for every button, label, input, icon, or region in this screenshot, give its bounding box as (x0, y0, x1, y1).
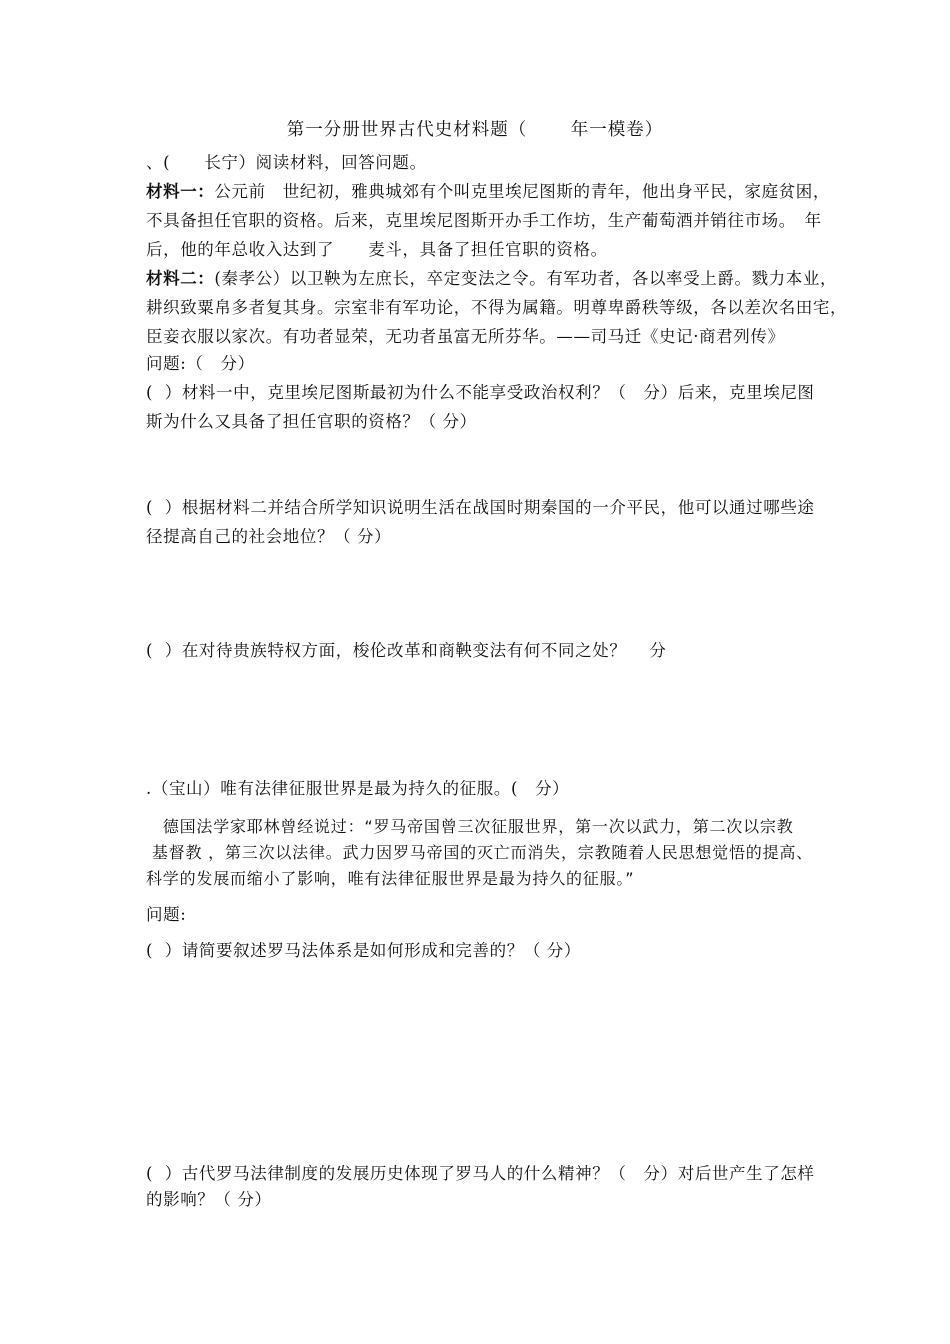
document-title: 第一分册世界古代史材料题（ 年一模卷） (286, 120, 664, 140)
question-2-sub-2-line-2: 的影响？（ 分） (146, 1190, 272, 1209)
question-2-questions-label: 问题: (146, 905, 187, 924)
material-1-line-2: 不具备担任官职的资格。后来，克里埃尼图斯开办手工作坊，生产葡萄酒并销往市场。 年 (146, 211, 822, 230)
question-2-sub-2-line-1: ( ）古代罗马法律制度的发展历史体现了罗马人的什么精神？（ 分）对后世产生了怎样 (146, 1164, 815, 1183)
material-1-line-3: 后，他的年总收入达到了 麦斗，具备了担任官职的资格。 (146, 240, 608, 259)
question-2-heading: .（宝山）唯有法律征服世界是最为持久的征服。( 分） (146, 779, 570, 798)
question-1-questions-label: 问题:（ 分） (146, 354, 255, 373)
question-1-heading: 、( 长宁）阅读材料，回答问题。 (146, 153, 427, 172)
material-2-line-3: 臣妾衣服以家次。有功者显荣，无功者虽富无所芬华。——司马迁《史记·商君列传》 (146, 327, 785, 346)
question-2-sub-1: ( ）请简要叙述罗马法体系是如何形成和完善的？（ 分） (146, 941, 581, 960)
material-1-line-1 (146, 181, 830, 203)
material-2-label: 材料二： (146, 269, 215, 288)
material-2-text: (秦孝公）以卫鞅为左庶长，卒定变法之令。有军功者，各以率受上爵。戮力本业， (214, 269, 838, 288)
material-1-label: 材料一： (146, 182, 215, 201)
quote-line-2: 基督教 ，第三次以法律。武力因罗马帝国的灭亡而消失，宗教随着人民思想觉悟的提高、 (146, 843, 813, 862)
material-2-line-1 (146, 268, 837, 290)
material-2-line-2: 耕织致粟帛多者复其身。宗室非有军功论，不得为属籍。明尊卑爵秩等级，各以差次名田宅， (146, 298, 848, 317)
quote-line-3: 科学的发展而缩小了影响，唯有法律征服世界是最为持久的征服。” (146, 869, 635, 888)
question-1-sub-2-line-2: 径提高自己的社会地位？（ 分） (146, 527, 392, 546)
quote-line-1: 德国法学家耶林曾经说过：“罗马帝国曾三次征服世界，第一次以武力，第二次以宗教 (146, 817, 794, 836)
question-1-sub-1-line-2: 斯为什么又具备了担任官职的资格？（ 分） (146, 412, 477, 431)
material-1-text: 公元前 世纪初，雅典城郊有个叫克里埃尼图斯的青年，他出身平民，家庭贫困， (214, 182, 831, 201)
question-1-sub-1-line-1: ( ）材料一中，克里埃尼图斯最初为什么不能享受政治权利？（ 分）后来，克里埃尼图 (146, 383, 815, 402)
question-1-sub-2-line-1: ( ）根据材料二并结合所学知识说明生活在战国时期秦国的一介平民，他可以通过哪些途 (146, 498, 815, 517)
question-1-sub-3: ( ）在对待贵族特权方面，梭伦改革和商鞅变法有何不同之处？ 分 (146, 641, 667, 660)
